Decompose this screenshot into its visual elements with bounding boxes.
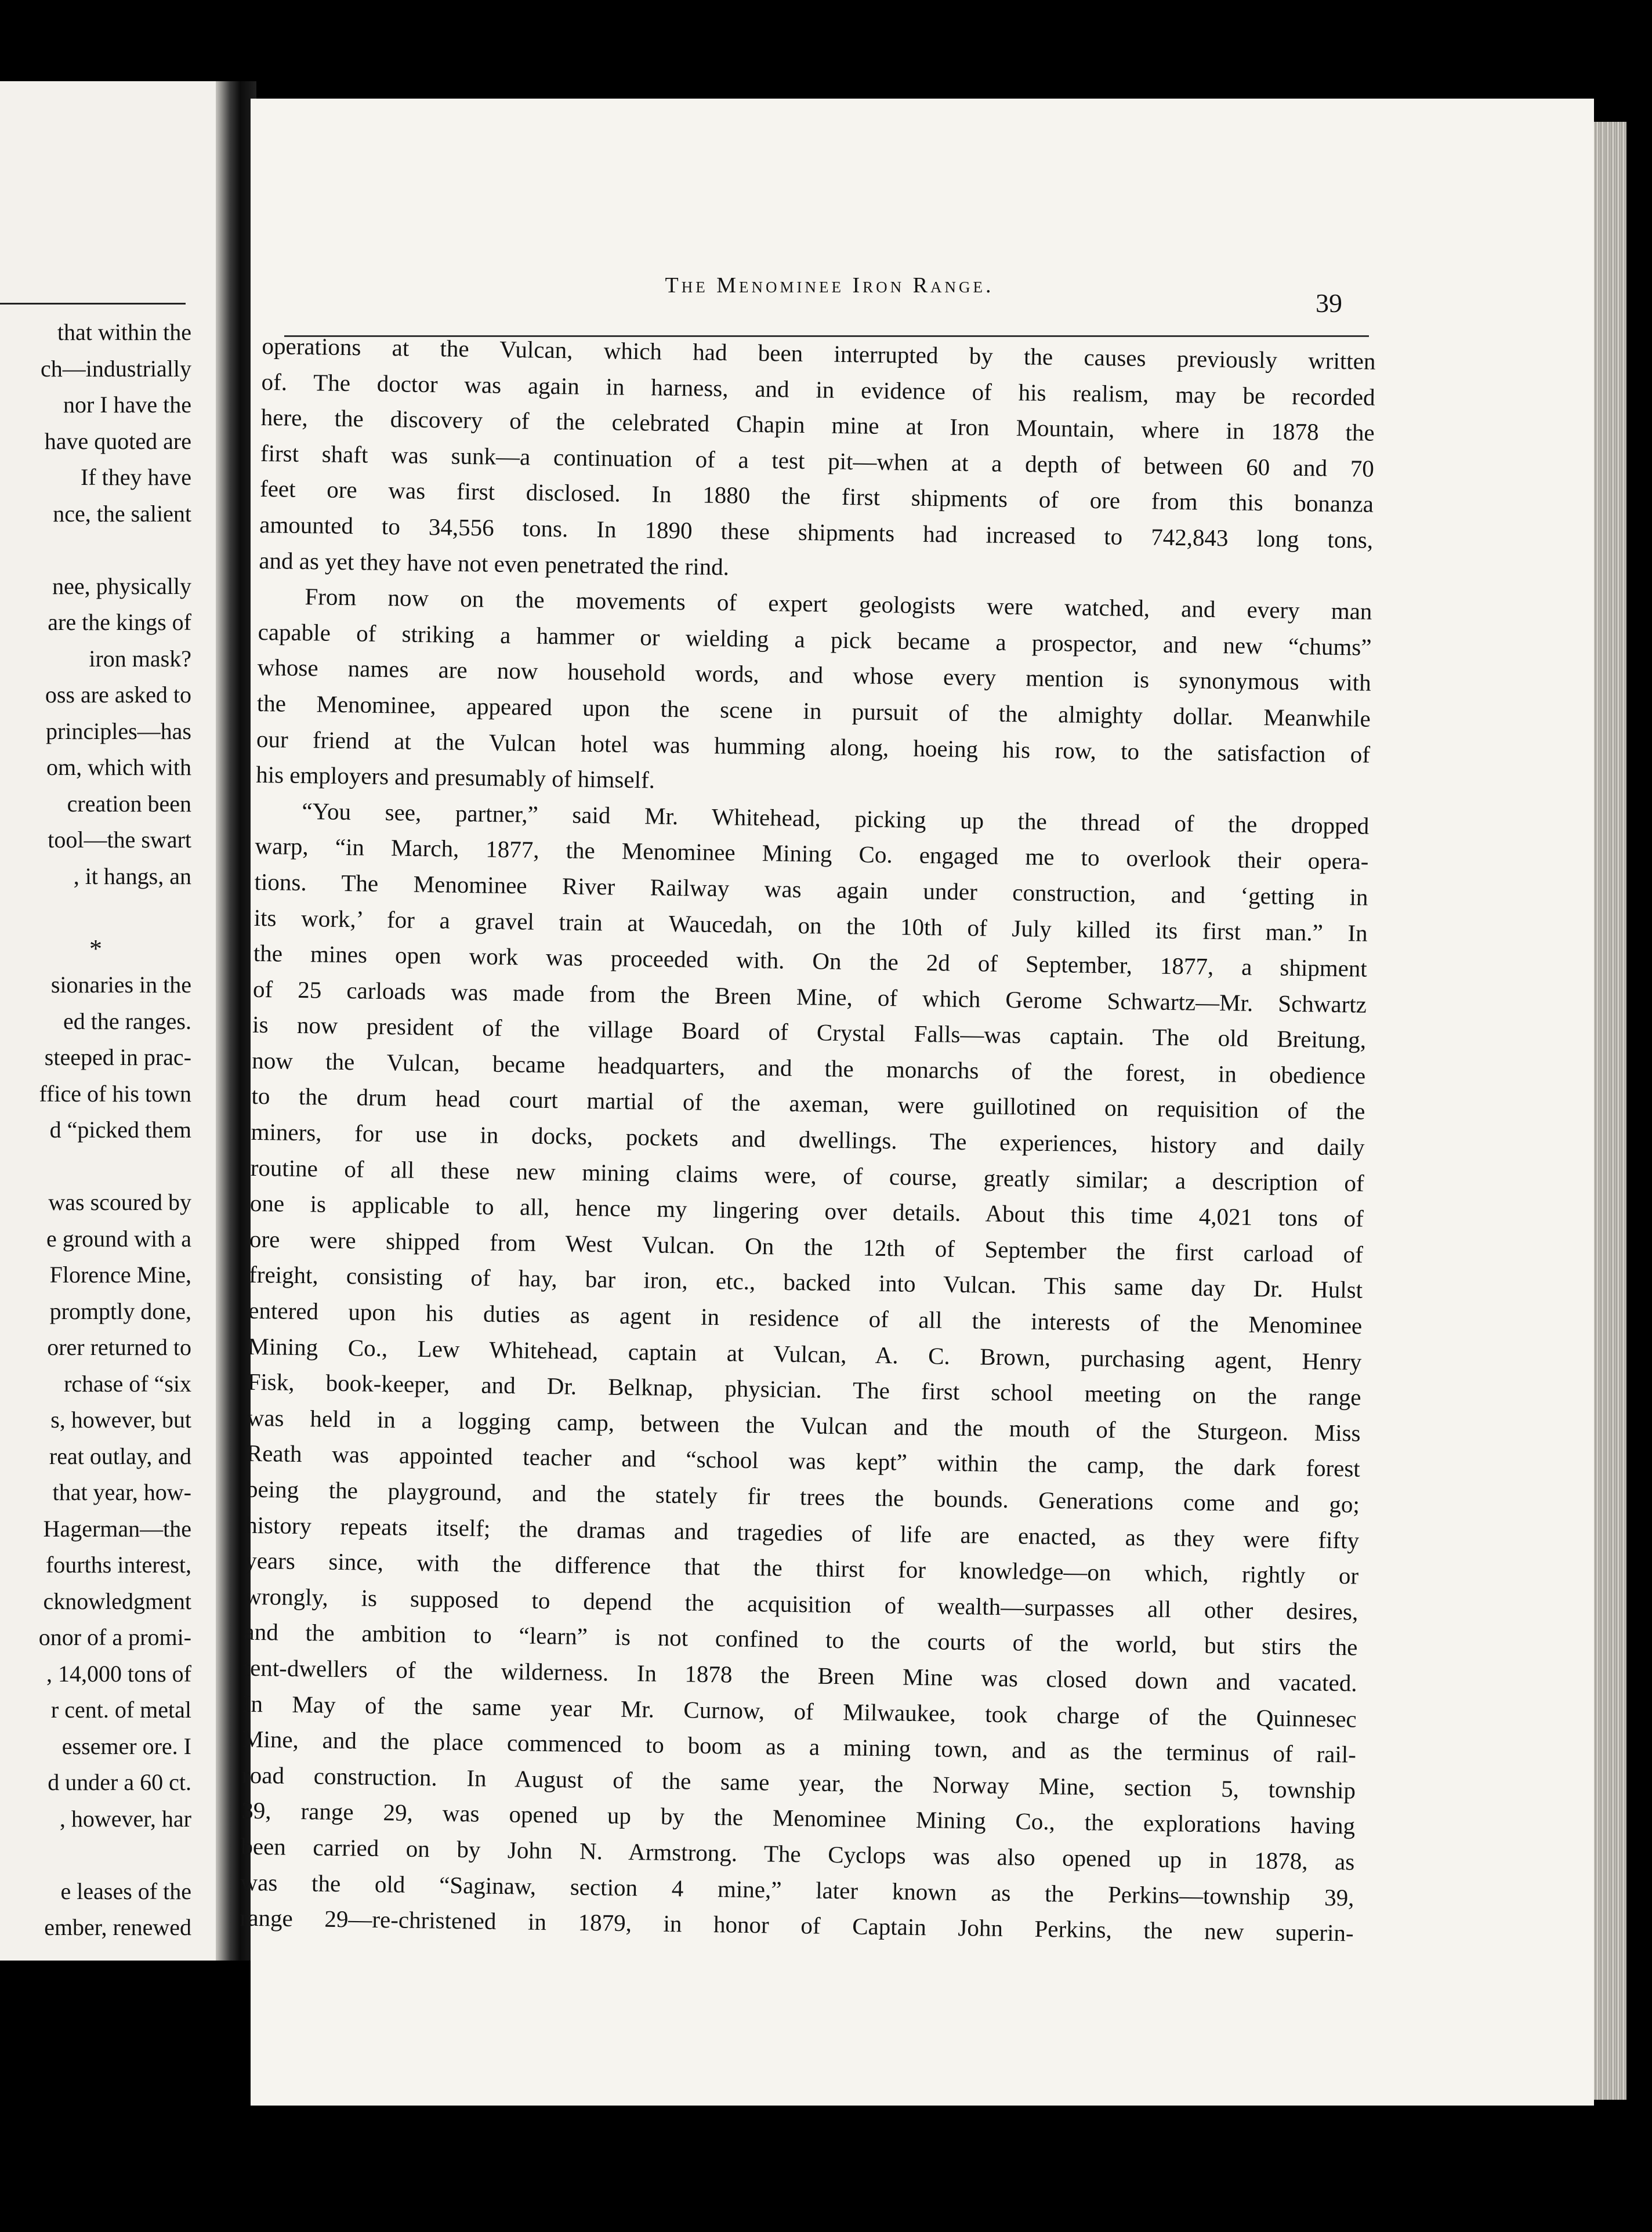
text-line: been carried on by John N. Armstrong. The Cyclops was also opened up in 1878, as bbox=[241, 1832, 1355, 1875]
running-head-text: The Menominee Iron Range. bbox=[665, 273, 994, 298]
facing-line: e ground with a bbox=[46, 1225, 191, 1252]
facing-line: essemer ore. I bbox=[61, 1733, 191, 1759]
text-line: tent-dwellers of the wilderness. In 1878 the Breen Mine was closed down and vacated. bbox=[243, 1654, 1357, 1697]
facing-line: nce, the salient bbox=[53, 500, 191, 527]
facing-line: nee, physically bbox=[52, 573, 191, 599]
facing-line: d “picked them bbox=[49, 1117, 191, 1143]
text-line: capable of striking a hammer or wielding a pick became a prospector, and new “chums” bbox=[258, 618, 1372, 661]
facing-line bbox=[0, 1148, 191, 1185]
facing-line: oss are asked to bbox=[45, 682, 191, 708]
text-line: history repeats itself; the dramas and tragedies of life are enacted, as they were fifty bbox=[245, 1511, 1360, 1554]
facing-line: iron mask? bbox=[89, 645, 191, 672]
facing-line: , 14,000 tons of bbox=[46, 1660, 191, 1687]
text-line: feet ore was first disclosed. In 1880 the first shipments of ore from this bonanza bbox=[259, 475, 1374, 518]
body-text bbox=[240, 328, 1376, 1951]
facing-line: d under a 60 ct. bbox=[48, 1769, 191, 1795]
text-line: one is applicable to all, hence my lingering over details. About this time 4,021 tons of bbox=[249, 1190, 1364, 1232]
text-line: whose names are now household words, and whose every mention is synonymous with bbox=[257, 654, 1371, 697]
text-line: “You see, partner,” said Mr. Whitehead, picking up the thread of the dropped bbox=[302, 797, 1370, 839]
running-head bbox=[383, 273, 1276, 298]
text-line: Reath was appointed teacher and “school was kept” within the camp, the dark forest bbox=[246, 1440, 1361, 1483]
text-line: entered upon his duties as agent in residence of all the interests of the Menominee bbox=[248, 1296, 1363, 1339]
facing-line: ed the ranges. bbox=[63, 1008, 191, 1034]
text-line: is now president of the village Board of Crystal Falls—was captain. The old Breitung, bbox=[252, 1011, 1367, 1053]
facing-line: that year, how- bbox=[52, 1479, 191, 1505]
facing-line: onor of a promi- bbox=[38, 1624, 191, 1650]
facing-line: that within the bbox=[57, 319, 191, 345]
facing-line: Hagerman—the bbox=[43, 1515, 191, 1542]
text-line: wrongly, is supposed to depend the acquisition of wealth—surpasses all other desires, bbox=[244, 1582, 1358, 1625]
facing-line: nor I have the bbox=[63, 392, 191, 418]
text-line: years since, with the difference that the thirst for knowledge—on which, rightly or bbox=[245, 1546, 1359, 1589]
facing-line: e leases of the bbox=[60, 1878, 191, 1904]
text-line: operations at the Vulcan, which had been interrupted by the causes previously written bbox=[262, 332, 1376, 375]
facing-line: fourths interest, bbox=[45, 1552, 191, 1578]
text-line: range 29—re-christened in 1879, in honor of Captain John Perkins, the new superin- bbox=[240, 1904, 1354, 1947]
text-line: and as yet they have not even penetrated the rind. bbox=[259, 546, 730, 580]
text-line: road construction. In August of the same year, the Norway Mine, section 5, township bbox=[241, 1761, 1356, 1804]
text-line: was the old “Saginaw, section 4 mine,” later known as the Perkins—township 39, bbox=[240, 1868, 1354, 1911]
text-line: freight, consisting of hay, bar iron, etc., backed into Vulcan. This same day Dr. Hulst bbox=[248, 1261, 1363, 1304]
facing-line bbox=[0, 532, 191, 568]
text-line: and the ambition to “learn” is not confined to the courts of the world, but stirs the bbox=[244, 1618, 1358, 1661]
text-line: of 25 carloads was made from the Breen Mine, of which Gerome Schwartz—Mr. Schwartz bbox=[252, 975, 1367, 1018]
facing-line: promptly done, bbox=[49, 1298, 191, 1324]
text-line: now the Vulcan, became headquarters, and the monarchs of the forest, in obedience bbox=[252, 1046, 1366, 1089]
text-line: From now on the movements of expert geologists were watched, and every man bbox=[305, 583, 1372, 625]
page-number: 39 bbox=[1316, 288, 1342, 318]
text-line: miners, for use in docks, pockets and dwellings. The experiences, history and daily bbox=[251, 1118, 1365, 1161]
facing-line: steeped in prac- bbox=[44, 1044, 191, 1070]
text-line: ore were shipped from West Vulcan. On the 12th of September the first carload of bbox=[249, 1225, 1364, 1268]
facing-line: ember, renewed bbox=[44, 1914, 191, 1940]
text-line: the Menominee, appeared upon the scene in pursuit of the almighty dollar. Meanwhile bbox=[256, 689, 1371, 732]
facing-line bbox=[0, 1837, 191, 1874]
facing-line: creation been bbox=[67, 790, 191, 817]
text-line: of. The doctor was again in harness, and in evidence of his realism, may be recorded bbox=[261, 368, 1375, 411]
facing-line: , it hangs, an bbox=[73, 863, 191, 889]
text-line: was held in a logging camp, between the Vulcan and the mouth of the Sturgeon. Miss bbox=[247, 1404, 1361, 1447]
facing-line: , however, har bbox=[59, 1805, 191, 1832]
facing-line: cknowledgment bbox=[43, 1588, 191, 1614]
text-line: Fisk, book-keeper, and Dr. Belknap, physician. The first school meeting on the range bbox=[247, 1368, 1361, 1411]
text-line: our friend at the Vulcan hotel was humming along, hoeing his row, to the satisfaction of bbox=[256, 725, 1371, 768]
facing-line: ffice of his town bbox=[39, 1080, 191, 1107]
facing-line: have quoted are bbox=[44, 427, 191, 454]
facing-line: are the kings of bbox=[48, 609, 191, 635]
facing-line: sionaries in the bbox=[50, 972, 191, 998]
facing-line: principles—has bbox=[45, 718, 191, 744]
text-line: 39, range 29, was opened up by the Menominee Mining Co., the explorations having bbox=[241, 1797, 1356, 1839]
text-line: In May of the same year Mr. Curnow, of Milwaukee, took charge of the Quinnesec bbox=[242, 1690, 1357, 1733]
text-line: its work,’ for a gravel train at Waucedah, on the 10th of July killed its first man.” In bbox=[253, 904, 1368, 947]
facing-line: om, which with bbox=[46, 754, 191, 780]
facing-line: If they have bbox=[80, 464, 191, 490]
section-break-asterisk: * bbox=[89, 934, 102, 963]
facing-line: s, however, but bbox=[50, 1407, 191, 1433]
text-line: routine of all these new mining claims were, of course, greatly similar; a description of bbox=[250, 1154, 1364, 1197]
facing-line: rchase of “six bbox=[64, 1370, 191, 1397]
facing-page-text bbox=[0, 314, 191, 1946]
facing-page bbox=[0, 81, 216, 1961]
text-line: his employers and presumably of himself. bbox=[255, 761, 655, 793]
text-line: amounted to 34,556 tons. In 1890 these shipments had increased to 742,843 long tons, bbox=[259, 510, 1374, 553]
page-edge-stack bbox=[1594, 122, 1626, 2100]
facing-line bbox=[0, 894, 191, 931]
text-line: being the playground, and the stately fir trees the bounds. Generations come and go; bbox=[245, 1475, 1360, 1518]
text-line: warp, “in March, 1877, the Menominee Mining Co. engaged me to overlook their opera- bbox=[255, 832, 1369, 875]
facing-line: Florence Mine, bbox=[49, 1262, 191, 1288]
facing-page-rule bbox=[0, 303, 186, 305]
facing-line: ch—industrially bbox=[41, 355, 191, 382]
text-line: first shaft was sunk—a continuation of a test pit—when at a depth of between 60 and 70 bbox=[260, 439, 1375, 482]
text-line: here, the discovery of the celebrated Chapin mine at Iron Mountain, where in 1878 the bbox=[260, 404, 1375, 446]
text-line: the mines open work was proceeded with. On the 2d of September, 1877, a shipment bbox=[253, 939, 1368, 982]
facing-line: r cent. of metal bbox=[50, 1697, 191, 1723]
facing-line: orer returned to bbox=[47, 1334, 191, 1360]
facing-line: tool—the swart bbox=[48, 827, 191, 853]
facing-line: was scoured by bbox=[48, 1189, 191, 1215]
text-line: Mine, and the place commenced to boom as a mining town, and as the terminus of rail- bbox=[242, 1725, 1357, 1768]
text-line: to the drum head court martial of the axeman, were guillotined on requisition of the bbox=[251, 1082, 1365, 1125]
text-line: Mining Co., Lew Whitehead, captain at Vulcan, A. C. Brown, purchasing agent, Henry bbox=[248, 1332, 1362, 1375]
facing-line: reat outlay, and bbox=[49, 1443, 191, 1469]
text-line: tions. The Menominee River Railway was again under construction, and ‘getting in bbox=[254, 868, 1368, 911]
